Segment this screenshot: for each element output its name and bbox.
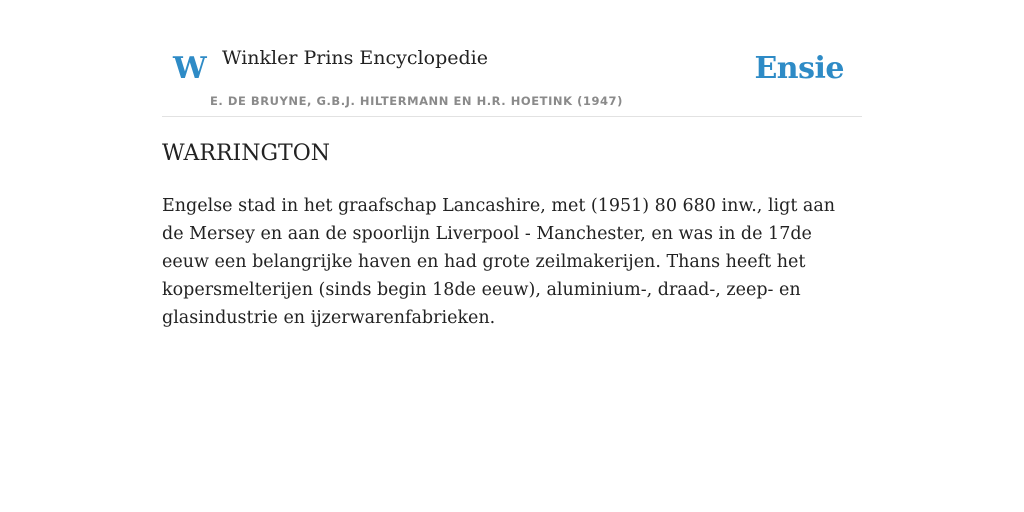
entry-body: Engelse stad in het graafschap Lancashire, met (1951) 80 680 inw., ligt aan de Mersey en aan de spoorlijn Liverpool - Manchester, en was in de 17de eeuw een belangrijke haven en had grote zeilmakerijen. Thans heeft het kopersmelterijen (sinds begin 18de eeuw), aluminium-, draad-, zeep- en glasindustrie en ijzerwarenfabrieken. [162, 196, 836, 328]
entry-title: WARRINGTON [162, 141, 331, 166]
source-title[interactable]: Winkler Prins Encyclopedie [222, 47, 488, 69]
article-page [162, 0, 862, 512]
ensie-logo-link[interactable]: Ensie [754, 51, 844, 86]
source-header [162, 0, 862, 117]
source-logo[interactable]: W [173, 51, 207, 86]
source-authors: E. DE BRUYNE, G.B.J. HILTERMANN EN H.R. HOETINK (1947) [210, 94, 623, 108]
